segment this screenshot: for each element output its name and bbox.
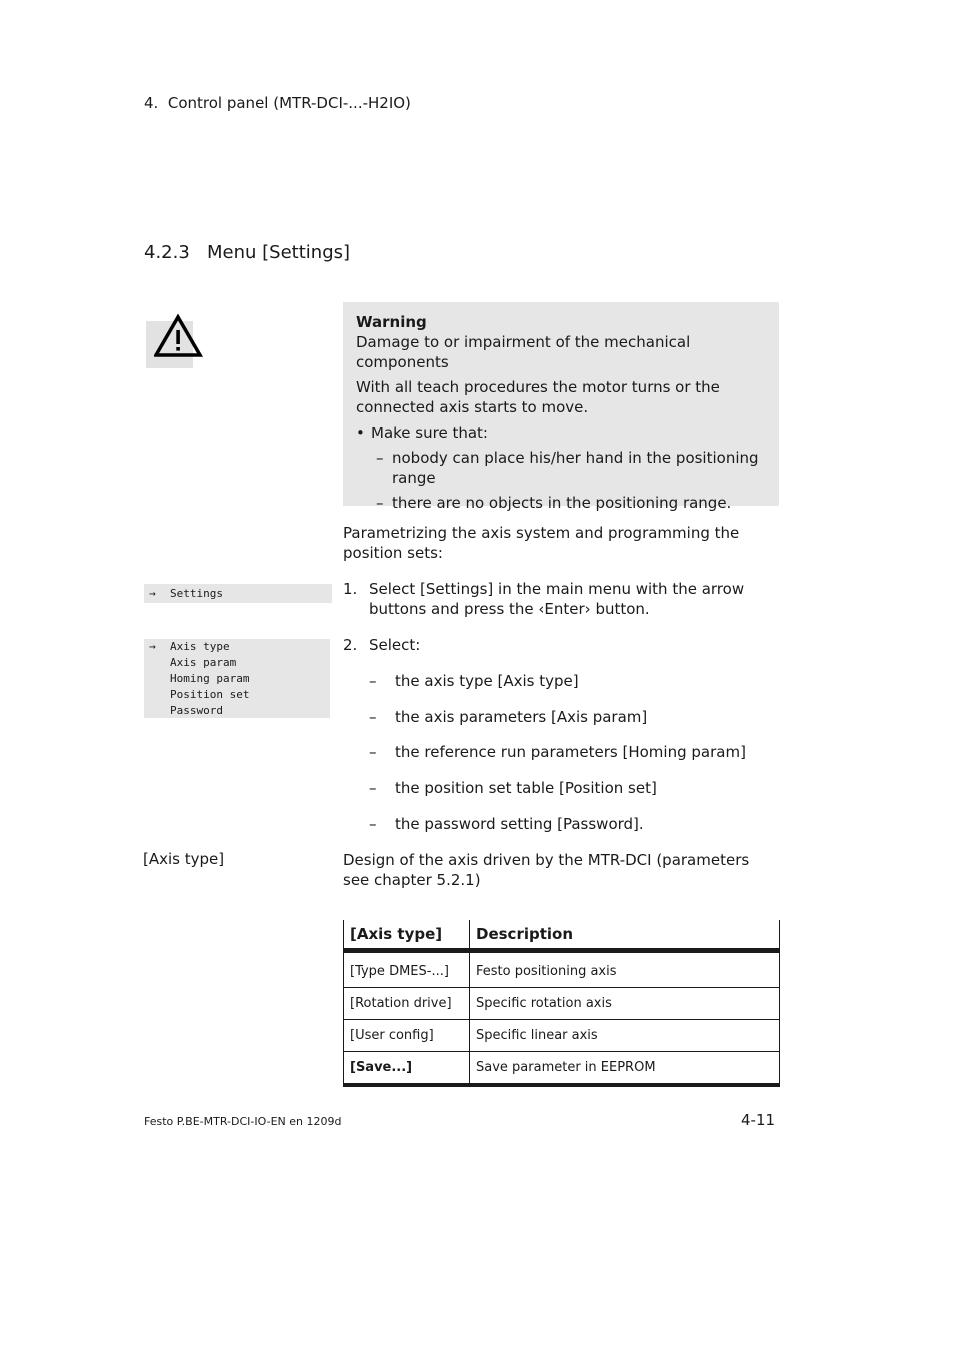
- intro-paragraph: Parametrizing the axis system and programming the position sets:: [343, 524, 740, 562]
- table-cell: Specific rotation axis: [470, 988, 780, 1020]
- lcd-row: Position set: [170, 688, 250, 701]
- footer-document-id: Festo P.BE-MTR-DCI-IO-EN en 1209d: [144, 1115, 342, 1128]
- option-item: – the position set table [Position set]: [369, 779, 657, 797]
- chapter-number: 4.: [144, 94, 159, 112]
- warning-triangle-icon: [154, 313, 204, 361]
- table-cell: [Type DMES-...]: [344, 951, 470, 988]
- step-number: 2.: [343, 636, 358, 654]
- running-header: [144, 94, 411, 112]
- table-cell: [Rotation drive]: [344, 988, 470, 1020]
- table-row: [344, 1020, 780, 1052]
- table-header: [Axis type]: [344, 920, 470, 951]
- axis-type-table: [343, 920, 780, 1087]
- step-number: 1.: [343, 580, 358, 598]
- lcd-settings-display: [144, 584, 332, 603]
- lcd-menu-display: [144, 639, 330, 718]
- arrow-right-icon: →: [149, 587, 156, 600]
- lcd-row: Homing param: [170, 672, 250, 685]
- axis-type-margin-label: [Axis type]: [143, 850, 225, 868]
- table-cell: Save parameter in EEPROM: [470, 1052, 780, 1086]
- option-item: – the axis type [Axis type]: [369, 672, 579, 690]
- step-2: [343, 635, 779, 655]
- lcd-row: Password: [170, 704, 223, 717]
- warning-dash-item: – there are no objects in the positioning range.: [376, 494, 732, 512]
- step-text: Select [Settings] in the main menu with the arrow buttons and press the ‹Enter› button.: [369, 580, 745, 618]
- section-number: 4.2.3: [144, 242, 190, 263]
- section-heading: [144, 242, 350, 263]
- table-cell: [Save...]: [344, 1052, 470, 1086]
- option-item: – the reference run parameters [Homing param]: [369, 743, 746, 761]
- warning-box: [343, 302, 779, 512]
- footer-page-number: 4-11: [741, 1111, 776, 1129]
- arrow-right-icon: →: [149, 640, 156, 653]
- lcd-row: Axis param: [170, 656, 237, 669]
- axis-type-description: Design of the axis driven by the MTR-DCI (parameters see chapter 5.2.1): [343, 851, 750, 889]
- table-row: [344, 1052, 780, 1086]
- warning-icon-box: [146, 321, 193, 368]
- table-cell: [User config]: [344, 1020, 470, 1052]
- chapter-title: Control panel (MTR-DCI-...-H2IO): [167, 94, 411, 112]
- table-cell: Festo positioning axis: [470, 951, 780, 988]
- step-text: Select:: [369, 636, 421, 654]
- section-title: Menu [Settings]: [207, 242, 351, 263]
- warning-title: Warning: [356, 313, 427, 331]
- lcd-row: → Settings: [149, 587, 223, 600]
- table-row: [344, 951, 780, 988]
- warning-dash-item: – nobody can place his/her hand in the positioning range: [376, 449, 759, 487]
- warning-subtitle: Damage to or impairment of the mechanical components: [356, 333, 691, 371]
- lcd-row: → Axis type: [149, 640, 230, 653]
- table-header: Description: [470, 920, 780, 951]
- table-row: [344, 988, 780, 1020]
- option-item: – the password setting [Password].: [369, 815, 644, 833]
- option-item: – the axis parameters [Axis param]: [369, 708, 648, 726]
- table-cell: Specific linear axis: [470, 1020, 780, 1052]
- warning-bullet: • Make sure that:: [356, 423, 771, 443]
- step-1: [343, 579, 779, 619]
- table-header-row: [344, 920, 780, 951]
- warning-body: With all teach procedures the motor turns or the connected axis starts to move.: [356, 378, 720, 416]
